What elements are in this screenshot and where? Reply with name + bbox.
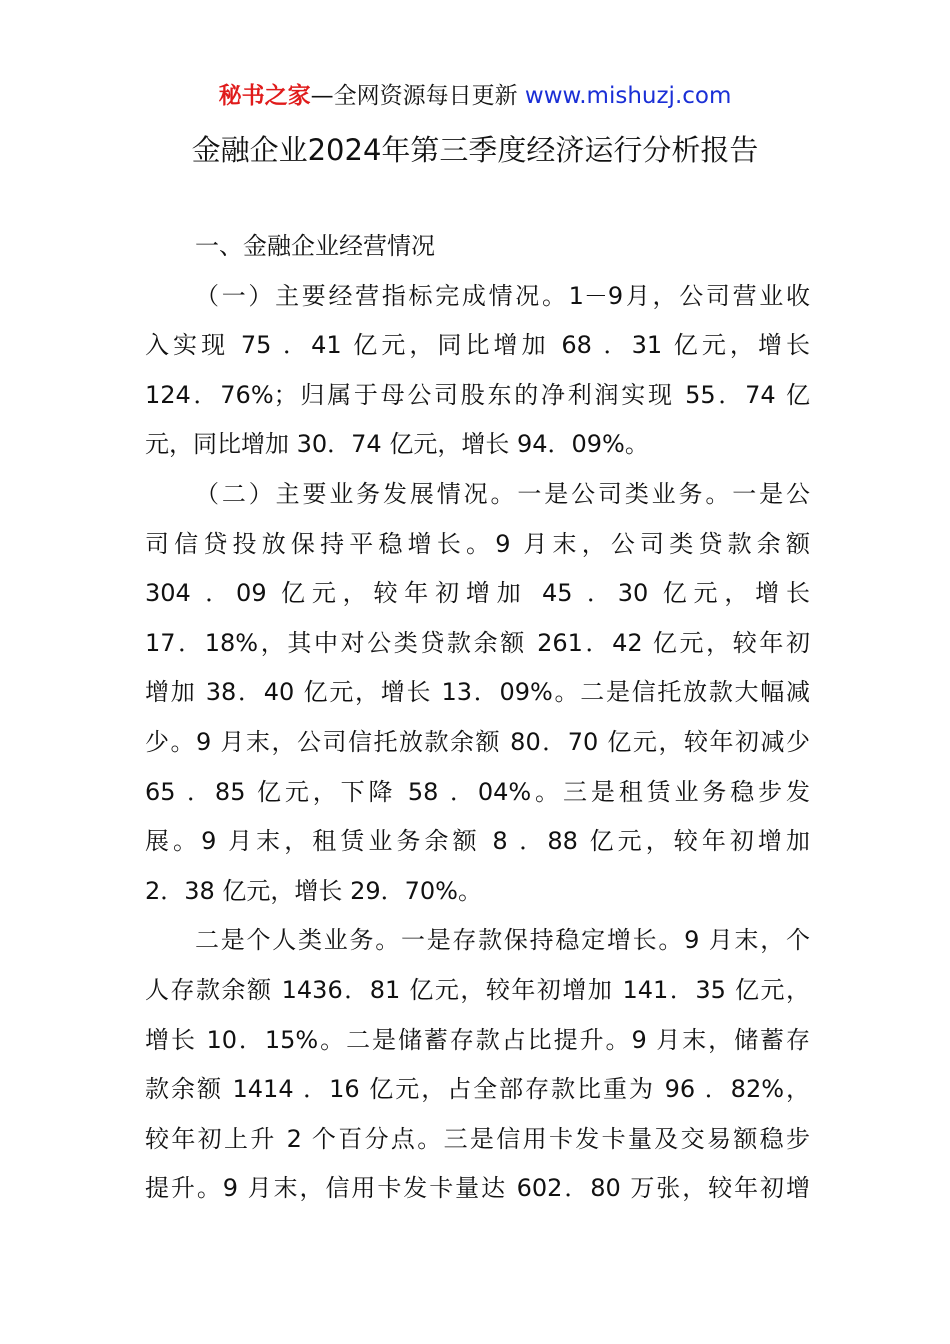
paragraph-line: 少。9 月末，公司信托放款余额 80．70 亿元，较年初减少 xyxy=(145,727,810,756)
paragraph-line: 增加 38．40 亿元，增长 13．09%。二是信托放款大幅减 xyxy=(145,678,810,707)
paragraph-line: 展。9 月末，租赁业务余额 8 ．88 亿元，较年初增加 xyxy=(145,827,810,856)
paragraph-line: 元，同比增加 30．74 亿元，增长 94．09%。 xyxy=(145,430,649,459)
paragraph-line: （二）主要业务发展情况。一是公司类业务。一是公 xyxy=(195,479,810,508)
paragraph-line: 65 ．85 亿元，下降 58 ．04%。三是租赁业务稳步发 xyxy=(145,777,810,806)
document-title: 金融企业2024年第三季度经济运行分析报告 xyxy=(191,133,759,167)
paragraph-line: 提升。9 月末，信用卡发卡量达 602．80 万张，较年初增 xyxy=(145,1174,810,1203)
paragraph-line: 2．38 亿元，增长 29．70%。 xyxy=(145,876,482,905)
paragraph-line: 司信贷投放保持平稳增长。9 月末，公司类贷款余额 xyxy=(145,529,810,558)
site-brand: 秘书之家 xyxy=(218,83,311,109)
site-url-link[interactable]: www.mishuzj.com xyxy=(524,83,732,109)
site-tagline: —全网资源每日更新 xyxy=(310,83,525,109)
paragraph-personal-business xyxy=(145,916,810,1214)
paragraph-line: （一）主要经营指标完成情况。1－9月，公司营业收 xyxy=(195,281,810,310)
paragraph-line: 入实现 75 ．41 亿元，同比增加 68 ．31 亿元，增长 xyxy=(145,331,810,360)
document-body xyxy=(145,222,810,1214)
section-heading: 一、金融企业经营情况 xyxy=(195,232,435,260)
paragraph-business-development xyxy=(145,470,810,916)
paragraph-line: 人存款余额 1436．81 亿元，较年初增加 141．35 亿元， xyxy=(145,975,810,1004)
paragraph-line: 二是个人类业务。一是存款保持稳定增长。9 月末，个 xyxy=(195,926,810,955)
paragraph-line: 较年初上升 2 个百分点。三是信用卡发卡量及交易额稳步 xyxy=(145,1124,810,1153)
paragraph-line: 17．18%，其中对公类贷款余额 261．42 亿元，较年初 xyxy=(145,628,810,657)
paragraph-main-indicators xyxy=(145,272,810,470)
paragraph-line: 124．76%；归属于母公司股东的净利润实现 55．74 亿 xyxy=(145,380,810,409)
paragraph-line: 304 ．09 亿元，较年初增加 45 ．30 亿元，增长 xyxy=(145,579,810,608)
paragraph-line: 增长 10．15%。二是储蓄存款占比提升。9 月末，储蓄存 xyxy=(145,1025,810,1054)
paragraph-line: 款余额 1414 ．16 亿元，占全部存款比重为 96 ．82%， xyxy=(145,1075,810,1104)
site-header xyxy=(0,80,950,112)
